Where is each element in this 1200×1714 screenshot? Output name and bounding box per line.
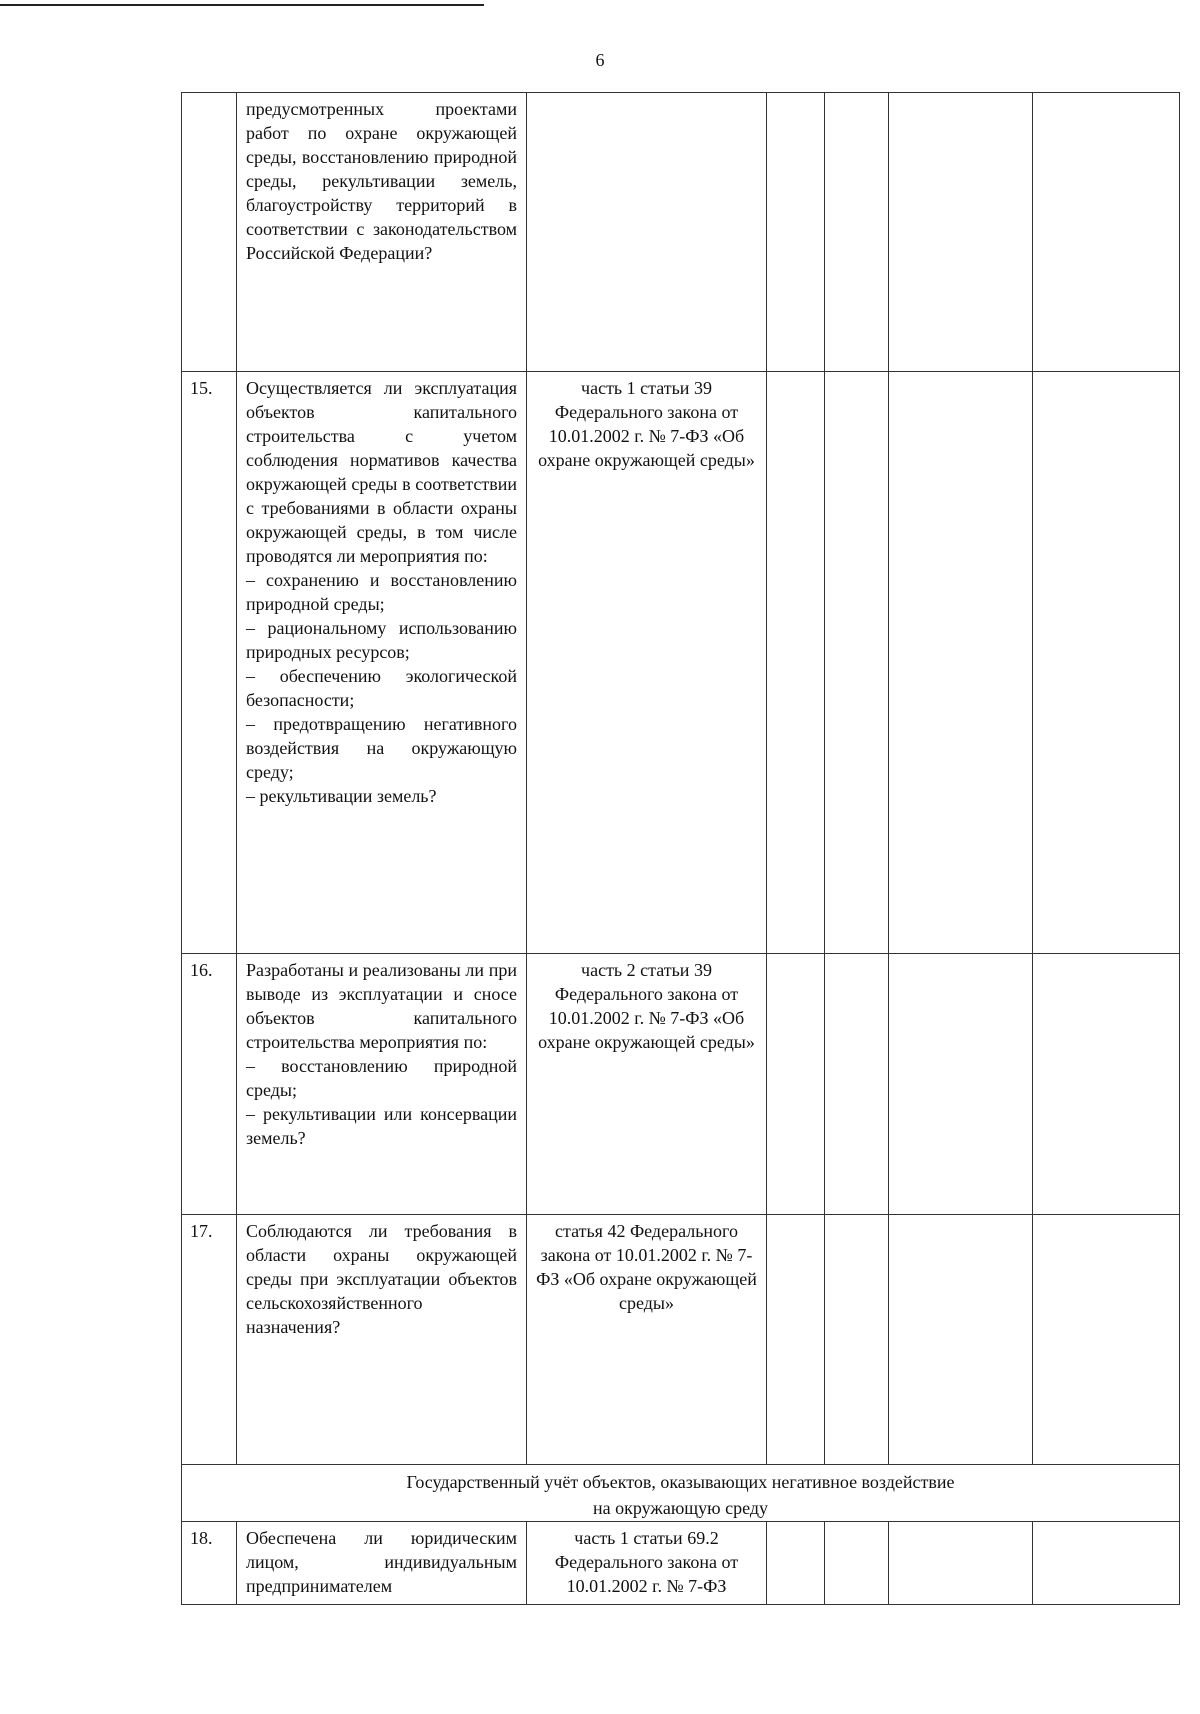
answer-yes-cell: [767, 1522, 825, 1605]
table-row-15: [182, 372, 1180, 954]
answer-no-cell: [825, 954, 889, 1215]
question-cell: Обеспечена ли юридическим лицом, индивидуальным предпринимателем: [237, 1522, 527, 1605]
answer-yes-cell: [767, 93, 825, 372]
question-list-item: – предотвращению негативного воздействия на окружающую среду;: [246, 714, 517, 782]
row-number-cell: 18.: [182, 1522, 237, 1605]
question-list-item: – сохранению и восстановлению природной среды;: [246, 570, 517, 614]
table-row-17: [182, 1215, 1180, 1465]
checklist-table: [181, 92, 1180, 1605]
section-heading-line: на окружающую среду: [593, 1498, 768, 1518]
question-list-item: – рекультивации земель?: [246, 786, 437, 806]
answer-yes-cell: [767, 954, 825, 1215]
not-applicable-cell: [889, 372, 1033, 954]
legal-basis-cell: [527, 93, 767, 372]
answer-no-cell: [825, 1522, 889, 1605]
answer-no-cell: [825, 372, 889, 954]
not-applicable-cell: [889, 93, 1033, 372]
section-heading-row: [182, 1465, 1180, 1522]
table-row-18: [182, 1522, 1180, 1605]
answer-no-cell: [825, 93, 889, 372]
comment-cell: [1033, 1522, 1180, 1605]
row-number-cell: 17.: [182, 1215, 237, 1465]
question-text: Разработаны и реализованы ли при выводе из эксплуатации и сносе объектов капитального строительства мероприятия по:: [246, 960, 517, 1052]
legal-basis-cell: часть 1 статьи 69.2 Федерального закона от 10.01.2002 г. № 7-ФЗ: [527, 1522, 767, 1605]
not-applicable-cell: [889, 1215, 1033, 1465]
page-number: 6: [595, 50, 605, 70]
comment-cell: [1033, 1215, 1180, 1465]
row-number-cell: [182, 93, 237, 372]
question-cell: [237, 372, 527, 954]
top-edge-rule: [0, 4, 484, 6]
row-number-cell: 16.: [182, 954, 237, 1215]
not-applicable-cell: [889, 1522, 1033, 1605]
section-heading-line: Государственный учёт объектов, оказывающих негативное воздействие: [406, 1472, 955, 1492]
comment-cell: [1033, 372, 1180, 954]
question-list-item: – обеспечению экологической безопасности;: [246, 666, 517, 710]
table-row-16: [182, 954, 1180, 1215]
question-list-item: – рекультивации или консервации земель?: [246, 1104, 517, 1148]
legal-basis-cell: часть 1 статьи 39 Федерального закона от 10.01.2002 г. № 7-ФЗ «Об охране окружающей среды»: [527, 372, 767, 954]
answer-yes-cell: [767, 1215, 825, 1465]
comment-cell: [1033, 93, 1180, 372]
question-text: Осуществляется ли эксплуатация объектов капитального строительства с учетом соблюдения нормативов качества окружающей среды в соответствии с требованиями в области охраны окружающей среды, в том числе проводятся ли мероприятия по:: [246, 378, 517, 566]
legal-basis-cell: статья 42 Федерального закона от 10.01.2002 г. № 7-ФЗ «Об охране окружающей среды»: [527, 1215, 767, 1465]
comment-cell: [1033, 954, 1180, 1215]
row-number-cell: 15.: [182, 372, 237, 954]
section-heading: [182, 1465, 1180, 1522]
not-applicable-cell: [889, 954, 1033, 1215]
question-cell: Соблюдаются ли требования в области охраны окружающей среды при эксплуатации объектов сельскохозяйственного назначения?: [237, 1215, 527, 1465]
answer-no-cell: [825, 1215, 889, 1465]
table-row-continuation: [182, 93, 1180, 372]
question-cell: предусмотренных проектами работ по охране окружающей среды, восстановлению природной среды, рекультивации земель, благоустройству территорий в соответствии с законодательством Российской Федерации?: [237, 93, 527, 372]
question-list-item: – рациональному использованию природных ресурсов;: [246, 618, 517, 662]
legal-basis-cell: часть 2 статьи 39 Федерального закона от 10.01.2002 г. № 7-ФЗ «Об охране окружающей среды»: [527, 954, 767, 1215]
answer-yes-cell: [767, 372, 825, 954]
question-list-item: – восстановлению природной среды;: [246, 1056, 517, 1100]
question-cell: [237, 954, 527, 1215]
